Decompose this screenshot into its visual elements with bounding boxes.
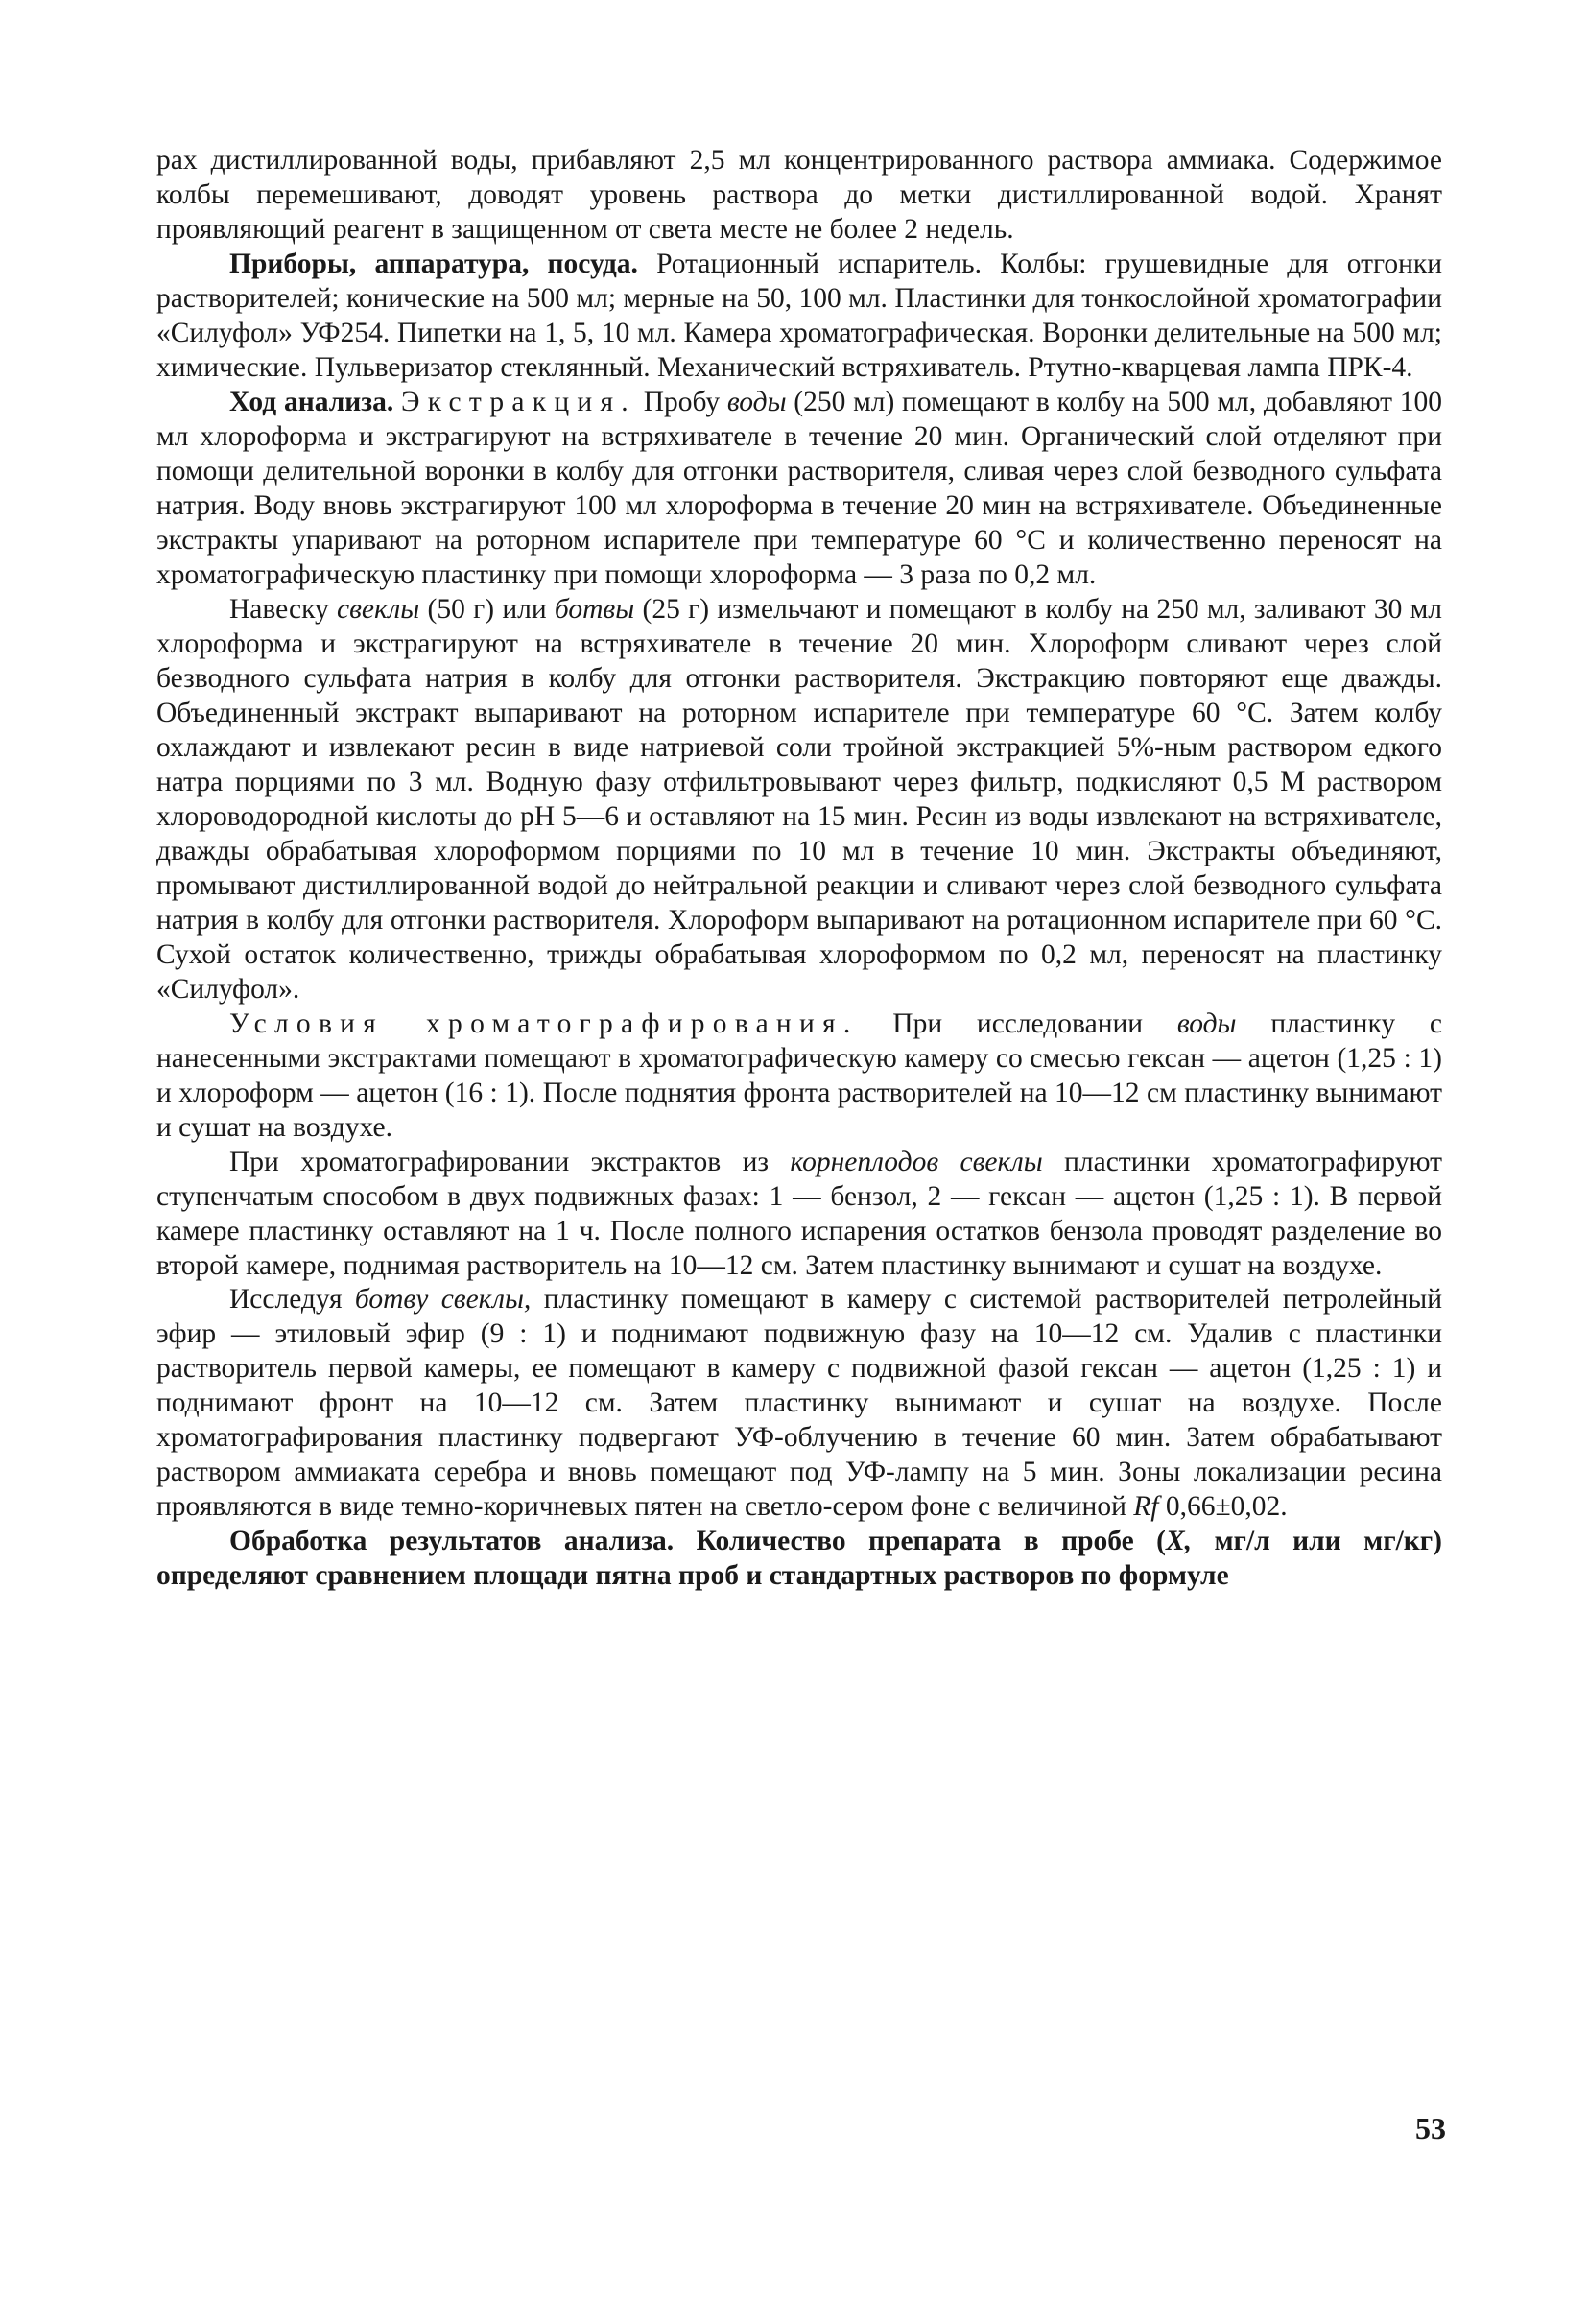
italic-term: ботвы (554, 593, 635, 625)
paragraph-analysis-procedure: Ход анализа. Экстракция. Пробу воды (250 мл) помещают в колбу на 500 мл, добавляют 100 мл хлороформа и экстрагируют на встряхивателе в течение 20 мин. Органический слой отделяют при помощи делительной воронки в колбу для отгонки растворителя, сливая через слой безводного сульфата натрия. Воду вновь экстрагируют 100 мл хлороформа в течение 20 мин на встряхивателе. Объединенные экстракты упаривают на роторном испарителе при температуре 60 °С и количественно переносят на хроматографическую пластинку при помощи хлороформа — 3 раза по 0,2 мл. (156, 386, 1443, 590)
italic-term: свеклы (337, 593, 420, 625)
section-heading-procedure: Ход анализа. (229, 386, 394, 417)
italic-term: ботву свеклы, (354, 1284, 532, 1316)
paragraph-tops-chromatography: Исследуя ботву свеклы, пластинку помещают в камеру с системой растворителей петролейный эфир — этиловый эфир (9 : 1) и поднимают подвижную фазу на 10—12 см. Удалив с пластинки растворитель первой камеры, ее помещают в камеру с подвижной фазой гексан — ацетон (1,25 : 1) и поднимают фронт на 10—12 см. Затем пластинку вынимают и сушат на воздухе. После хроматографирования пластинку подвергают УФ-облучению в течение 60 мин. Затем обрабатывают раствором аммиаката серебра и вновь помещают под УФ-лампу на 5 мин. Зоны локализации ресина проявляются в виде темно-коричневых пятен на светло-сером фоне с величиной Rf 0,66±0,02. (156, 1284, 1443, 1523)
paragraph-equipment (156, 248, 1442, 386)
paragraph-beet-extraction: Навеску свеклы (50 г) или ботвы (25 г) измельчают и помещают в колбу на 250 мл, заливают 30 мл хлороформа и экстрагируют на встряхивателе в течение 20 мин. Хлороформ сливают через слой безводного сульфата натрия в колбу для отгонки растворителя. Экстракцию повторяют еще дважды. Объединенный экстракт выпаривают на роторном испарителе при температуре 60 °С. Затем колбу охлаждают и извлекают ресин в виде натриевой соли тройной экстракцией 5%-ным раствором едкого натра порциями по 3 мл. Водную фазу отфильтровывают через фильтр, подкисляют 0,5 М раствором хлороводородной кислоты до pH 5—6 и оставляют на 15 мин. Ресин из воды извлекают на встряхивателе, дважды обрабатывая хлороформом порциями по 10 мл в течение 10 мин. Экстракты объединяют, промывают дистиллированной водой до нейтральной реакции и сливают через слой безводного сульфата натрия в колбу для отгонки растворителя. Хлороформ выпаривают на ротационном испарителе при 60 °С. Сухой остаток количественно, трижды обрабатывая хлороформом по 0,2 мл, переносят на пластинку «Силуфол». (156, 593, 1443, 1005)
subheading-extraction: Экстракция. (400, 386, 636, 417)
page-number: 53 (1415, 2111, 1446, 2146)
italic-term: воды (1176, 1008, 1237, 1039)
document-page (156, 144, 1442, 1594)
section-heading-results: Обработка результатов анализа. (229, 1526, 675, 1557)
italic-term: воды (726, 386, 787, 417)
paragraph-results-processing: Обработка результатов анализа. Количество препарата в пробе (X, мг/л или мг/кг) определяют сравнением площади пятна проб и стандартных растворов по формуле (156, 1526, 1443, 1592)
paragraph-reagent-storage (156, 144, 1442, 248)
paragraph-text: Ротационный испаритель. Колбы: грушевидные для отгонки растворителей; конические на 500 мл; мерные на 50, 100 мл. Пластинки для тонкослойной хроматографии «Силуфол» УФ254. Пипетки на 1, 5, 10 мл. Камера хроматографическая. Воронки делительные на 500 мл; химические. Пульверизатор стеклянный. Механический встряхиватель. Ртутно-кварцевая лампа ПРК-4. (156, 248, 1442, 383)
section-heading-equipment: Приборы, аппаратура, посуда. (229, 248, 638, 279)
subheading-chromatography-conditions: Условия хроматографирования. (229, 1008, 859, 1039)
paragraph-root-chromatography: При хроматографировании экстрактов из корнеплодов свеклы пластинки хроматографируют ступенчатым способом в двух подвижных фазах: 1 — бензол, 2 — гексан — ацетон (1,25 : 1). В первой камере пластинку оставляют на 1 ч. После полного испарения остатков бензола проводят разделение во второй камере, поднимая растворитель на 10—12 см. Затем пластинку вынимают и сушат на воздухе. (156, 1146, 1442, 1281)
paragraph-chromatography-conditions: Условия хроматографирования. При исследовании воды пластинку с нанесенными экстрактами помещают в хроматографическую камеру со смесью гексан — ацетон (1,25 : 1) и хлороформ — ацетон (16 : 1). После поднятия фронта растворителей на 10—12 см пластинку вынимают и сушат на воздухе. (156, 1008, 1443, 1143)
italic-term: корнеплодов свеклы (790, 1146, 1043, 1177)
paragraph-text: рах дистиллированной воды, прибавляют 2,5 мл концентрированного раствора аммиака. Содержимое колбы перемешивают, доводят уровень раствора до метки дистиллированной водой. Хранят проявляющий реагент в защищенном от света месте не более 2 недель. (156, 145, 1442, 245)
italic-term: X, (1165, 1526, 1193, 1557)
italic-term: Rf (1133, 1491, 1159, 1523)
